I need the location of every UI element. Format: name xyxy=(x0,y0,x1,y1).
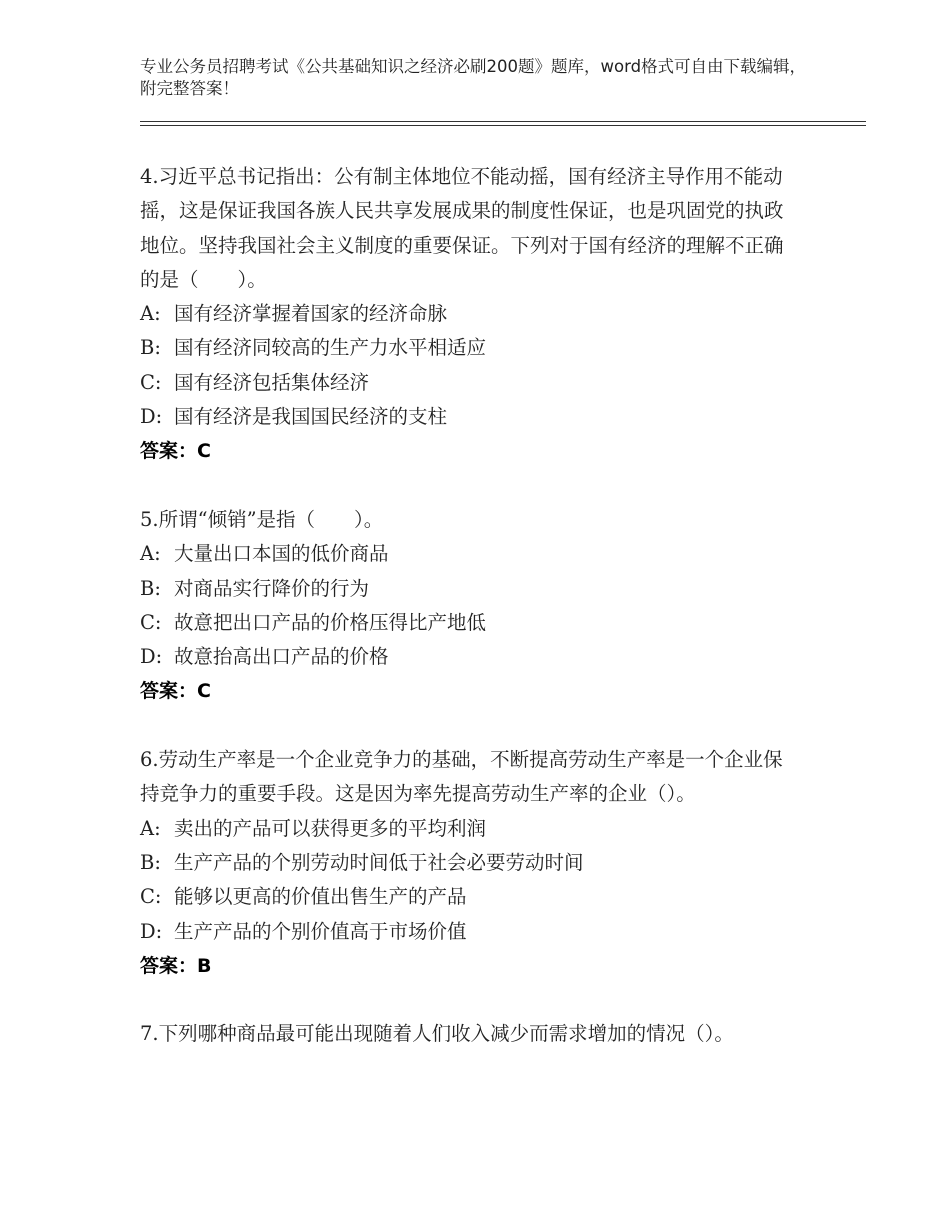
option-c xyxy=(140,606,800,640)
option-d xyxy=(140,640,800,674)
option-d xyxy=(140,915,800,949)
option-letter: C: xyxy=(140,885,162,909)
option-text: 卖出的产品可以获得更多的平均利润 xyxy=(174,816,487,840)
spacer xyxy=(140,983,800,1017)
question-list xyxy=(140,160,800,1052)
spacer xyxy=(140,469,800,503)
question-stem: 6.劳动生产率是一个企业竞争力的基础，不断提高劳动生产率是一个企业保持竞争力的重要手段。这是因为率先提高劳动生产率的企业（）。 xyxy=(140,748,783,806)
option-letter: D: xyxy=(140,405,163,429)
option-c xyxy=(140,366,800,400)
question-7 xyxy=(140,1017,800,1051)
option-letter: C: xyxy=(140,370,162,394)
option-a xyxy=(140,537,800,571)
question-6 xyxy=(140,743,800,983)
option-text: 国有经济掌握着国家的经济命脉 xyxy=(174,302,448,326)
option-letter: A: xyxy=(140,816,161,840)
option-text: 大量出口本国的低价商品 xyxy=(174,542,389,566)
option-letter: B: xyxy=(140,336,161,360)
option-c xyxy=(140,880,800,914)
option-letter: D: xyxy=(140,919,163,943)
option-b xyxy=(140,846,800,880)
answer: 答案：B xyxy=(140,954,212,977)
option-text: 国有经济包括集体经济 xyxy=(174,370,370,394)
option-text: 故意抬高出口产品的价格 xyxy=(174,645,389,669)
page-header: 专业公务员招聘考试《公共基础知识之经济必刷200题》题库，word格式可自由下载编辑，附完整答案！ xyxy=(140,57,807,98)
option-b xyxy=(140,331,800,365)
question-4 xyxy=(140,160,800,469)
header-divider xyxy=(140,121,866,122)
option-text: 生产产品的个别价值高于市场价值 xyxy=(174,919,467,943)
question-stem: 5.所谓“倾销”是指（ ）。 xyxy=(140,507,384,531)
option-letter: B: xyxy=(140,576,161,600)
answer: 答案：C xyxy=(140,680,211,703)
question-stem: 7.下列哪种商品最可能出现随着人们收入减少而需求增加的情况（）。 xyxy=(140,1022,734,1046)
option-text: 对商品实行降价的行为 xyxy=(174,576,370,600)
option-d xyxy=(140,400,800,434)
option-letter: A: xyxy=(140,542,161,566)
header-divider-secondary xyxy=(140,125,866,126)
question-stem: 4.习近平总书记指出：公有制主体地位不能动摇，国有经济主导作用不能动摇，这是保证我国各族人民共享发展成果的制度性保证，也是巩固党的执政地位。坚持我国社会主义制度的重要保证。下列对于国有经济的理解不正确的是（ ）。 xyxy=(140,165,784,291)
option-b xyxy=(140,572,800,606)
option-text: 能够以更高的价值出售生产的产品 xyxy=(174,885,467,909)
option-a xyxy=(140,297,800,331)
option-letter: C: xyxy=(140,610,162,634)
option-text: 故意把出口产品的价格压得比产地低 xyxy=(174,610,487,634)
option-letter: B: xyxy=(140,850,161,874)
option-letter: A: xyxy=(140,302,161,326)
option-text: 国有经济同较高的生产力水平相适应 xyxy=(174,336,487,360)
question-5 xyxy=(140,503,800,709)
option-text: 国有经济是我国国民经济的支柱 xyxy=(174,405,448,429)
option-a xyxy=(140,812,800,846)
option-text: 生产产品的个别劳动时间低于社会必要劳动时间 xyxy=(174,850,584,874)
spacer xyxy=(140,709,800,743)
option-letter: D: xyxy=(140,645,163,669)
answer: 答案：C xyxy=(140,440,211,463)
